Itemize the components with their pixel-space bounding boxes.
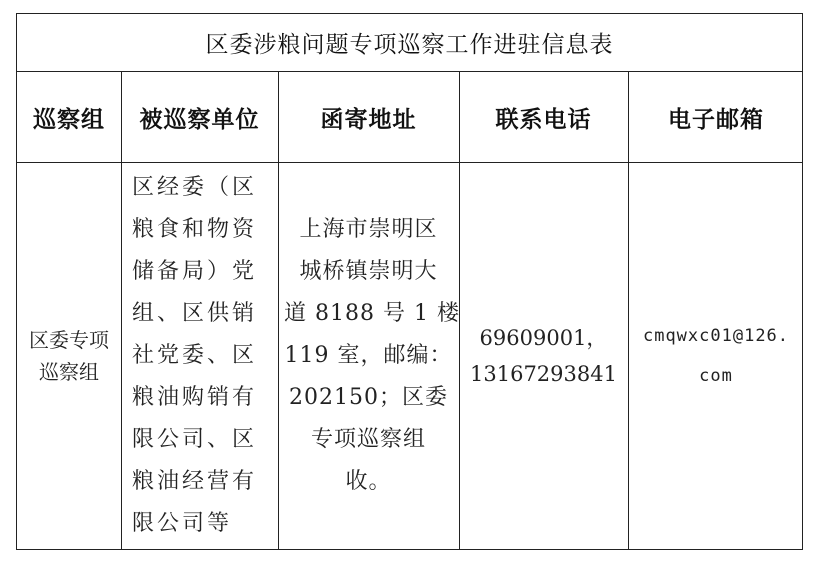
unit-line: 限公司、区 [132,426,258,452]
table-title: 区委涉粮问题专项巡察工作进驻信息表 [17,14,802,72]
group-line: 区委专项 [29,327,109,352]
address-line: 城桥镇崇明大 [299,258,438,284]
unit-line: 限公司等 [132,510,233,536]
mailing-address [278,209,459,503]
group-line: 巡察组 [39,359,99,384]
email-line: com [699,365,733,386]
address-line: 道 8188 号 1 楼 [284,300,460,326]
phone-line: 13167293841 [470,361,617,386]
cell-unit [121,162,278,549]
unit-line: 社党委、区 [132,342,258,368]
header-unit: 被巡察单位 [139,106,260,133]
cell-email [628,162,804,549]
unit-line: 储备局）党 [132,258,258,284]
unit-line: 粮食和物资 [132,216,258,242]
unit-line: 组、区供销 [132,300,258,326]
header-email: 电子邮箱 [668,106,764,133]
unit-line: 粮油购销有 [132,384,258,410]
header-phone: 联系电话 [495,106,592,133]
email-line: cmqwxc01@126. [642,325,790,346]
email-address [628,316,804,396]
header-address: 函寄地址 [320,106,417,133]
address-line: 上海市崇明区 [299,216,438,242]
unit-line: 粮油经营有 [132,468,258,494]
cell-phone [459,162,628,549]
address-line: 119 室，邮编： [284,342,453,368]
phone-numbers [459,320,628,392]
header-group: 巡察组 [33,106,105,133]
unit-line: 区经委（区 [132,174,258,200]
phone-line: 69609001， [479,325,608,350]
info-table [16,13,803,550]
cell-address [278,162,459,549]
address-line: 专项巡察组 [310,426,426,452]
group-name [17,324,121,388]
cell-group [17,162,121,549]
address-line: 收。 [345,468,392,494]
unit-list [121,167,278,545]
address-line: 202150；区委 [289,384,448,410]
